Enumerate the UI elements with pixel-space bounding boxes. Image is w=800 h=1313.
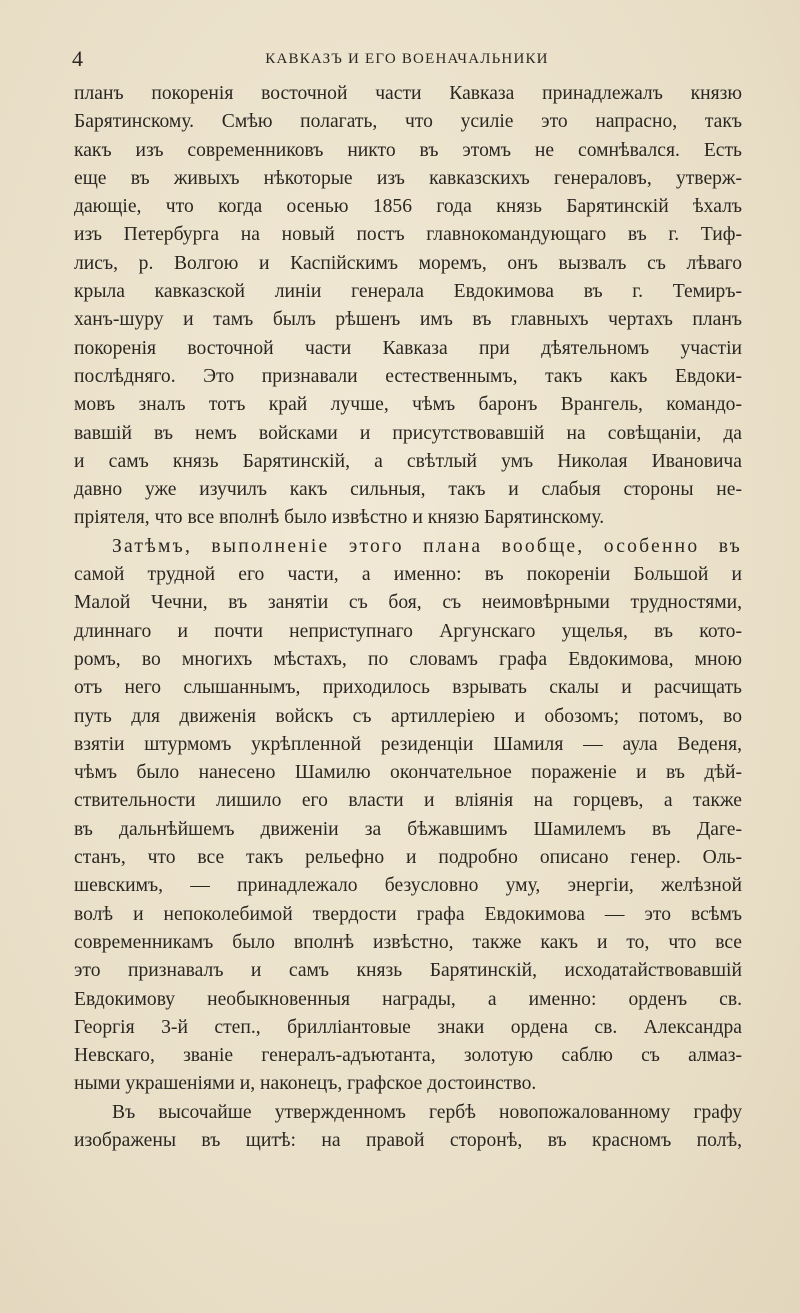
text-line: лисъ, р. Волгою и Каспійскимъ моремъ, онъ вызвалъ съ лѣваго [74, 252, 742, 274]
paragraph-start-line: Затѣмъ, выполненіе этого плана вообще, особенно въ [112, 535, 742, 557]
text-line: крыла кавказской линіи генерала Евдокимова въ г. Темиръ- [74, 281, 742, 303]
text-line: и самъ князь Барятинскій, а свѣтлый умъ Николая Ивановича [74, 450, 742, 472]
page-number: 4 [72, 46, 83, 71]
text-line: дающіе, что когда осенью 1856 года князь Барятинскій ѣхалъ [74, 196, 742, 218]
text-line: чѣмъ было нанесено Шамилю окончательное пораженіе и въ дѣй- [74, 762, 742, 784]
text-line: длиннаго и почти неприступнаго Аргунскаго ущелья, въ кото- [74, 620, 742, 642]
text-line: ными украшеніями и, наконецъ, графское достоинство. [74, 1073, 537, 1095]
text-line: давно уже изучилъ какъ сильныя, такъ и слабыя стороны не- [74, 479, 742, 501]
running-title: КАВКАЗЪ И ЕГО ВОЕНАЧАЛЬНИКИ [265, 51, 549, 67]
paragraph-start-line: Въ высочайше утвержденномъ гербѣ новопожалованному графу [112, 1101, 742, 1123]
text-line: шевскимъ, — принадлежало безусловно уму, энергіи, желѣзной [74, 875, 742, 897]
text-line: современникамъ было вполнѣ извѣстно, также какъ и то, что все [74, 931, 742, 953]
text-line: ромъ, во многихъ мѣстахъ, по словамъ графа Евдокимова, мною [74, 648, 742, 670]
text-line: самой трудной его части, а именно: въ покореніи Большой и [74, 564, 742, 586]
text-line: еще въ живыхъ нѣкоторые изъ кавказскихъ генераловъ, утверж- [74, 167, 742, 189]
text-line: Невскаго, званіе генералъ-адъютанта, золотую саблю съ алмаз- [74, 1045, 742, 1067]
text-line: взятіи штурмомъ укрѣпленной резиденціи Шамиля — аула Веденя, [74, 733, 742, 755]
text-line: мовъ зналъ тотъ край лучше, чѣмъ баронъ Врангель, командо- [74, 394, 742, 416]
body-text [74, 80, 742, 1155]
text-line: въ дальнѣйшемъ движеніи за бѣжавшимъ Шамилемъ въ Даге- [74, 818, 742, 840]
text-line: Барятинскому. Смѣю полагать, что усиліе это напрасно, такъ [74, 111, 742, 133]
text-line: Георгія 3-й степ., брилліантовые знаки ордена св. Александра [74, 1016, 742, 1038]
page-header [72, 44, 742, 74]
text-line: волѣ и непоколебимой твердости графа Евдокимова — это всѣмъ [74, 903, 742, 925]
text-line: Малой Чечни, въ занятіи съ боя, съ неимовѣрными трудностями, [74, 592, 742, 614]
text-line: ханъ-шуру и тамъ былъ рѣшенъ имъ въ главныхъ чертахъ планъ [74, 309, 742, 331]
text-line: отъ него слышаннымъ, приходилось взрывать скалы и расчищать [74, 677, 742, 699]
text-line: изображены въ щитѣ: на правой сторонѣ, въ красномъ полѣ, [74, 1129, 742, 1151]
text-line: пріятеля, что все вполнѣ было извѣстно и князю Барятинскому. [74, 507, 605, 529]
text-line: изъ Петербурга на новый постъ главнокомандующаго въ г. Тиф- [74, 224, 742, 246]
text-line: какъ изъ современниковъ никто въ этомъ не сомнѣвался. Есть [74, 139, 742, 161]
text-line: это признавалъ и самъ князь Барятинскій, исходатайствовавшій [74, 960, 742, 982]
text-line: путь для движенія войскъ съ артиллеріею и обозомъ; потомъ, во [74, 705, 742, 727]
text-line: покоренія восточной части Кавказа при дѣятельномъ участіи [74, 337, 742, 359]
text-line: станъ, что все такъ рельефно и подробно описано генер. Оль- [74, 847, 742, 869]
text-line: вавшій въ немъ войсками и присутствовавшій на совѣщаніи, да [74, 422, 742, 444]
text-line: ствительности лишило его власти и вліянія на горцевъ, а также [74, 790, 742, 812]
text-line: планъ покоренія восточной части Кавказа принадлежалъ князю [74, 83, 742, 104]
text-line: послѣдняго. Это признавали естественнымъ, такъ какъ Евдоки- [74, 365, 742, 387]
text-line: Евдокимову необыкновенныя награды, а именно: орденъ св. [74, 988, 742, 1010]
